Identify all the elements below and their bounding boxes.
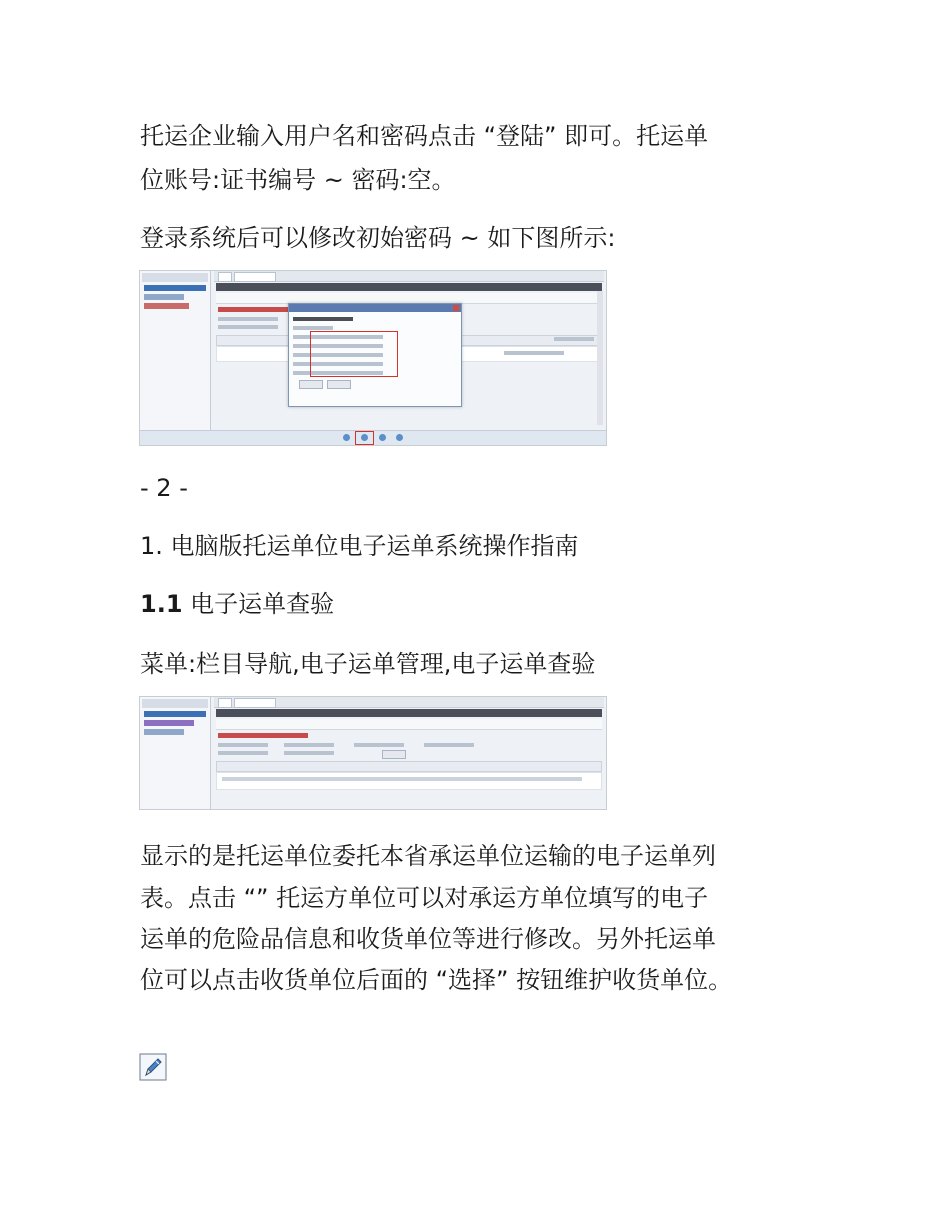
change-password-note: 登录系统后可以修改初始密码 ~ 如下图所示: (140, 224, 616, 252)
section-heading-1-1 (140, 586, 334, 622)
change-password-screenshot (139, 270, 607, 446)
login-instruction-line-1: 托运企业输入用户名和密码点击 “登陆” 即可。托运单 (140, 122, 709, 150)
description-line-4: 位可以点击收货单位后面的 “选择” 按钮维护收货单位。 (140, 966, 733, 994)
section-number: 1.1 (140, 590, 183, 618)
menu-path: 菜单:栏目导航,电子运单管理,电子运单查验 (140, 650, 596, 678)
section-heading-1: 1. 电脑版托运单位电子运单系统操作指南 (140, 532, 579, 560)
login-instruction-line-2: 位账号:证书编号 ~ 密码:空。 (140, 166, 456, 194)
screenshot-bottom-bar (140, 430, 606, 445)
description-line-3: 运单的危险品信息和收货单位等进行修改。另外托运单 (140, 925, 716, 953)
waybill-list-screenshot (139, 696, 607, 810)
screenshot-sidebar (140, 697, 211, 809)
screenshot-main (214, 271, 604, 445)
highlight-box (310, 331, 398, 377)
description-line-1: 显示的是托运单位委托本省承运单位运输的电子运单列 (140, 842, 716, 870)
description-line-2: 表。点击 “” 托运方单位可以对承运方单位填写的电子 (140, 884, 709, 912)
screenshot-main (214, 697, 604, 809)
pencil-edit-icon[interactable] (139, 1053, 167, 1081)
screenshot-sidebar (140, 271, 211, 445)
page-number: - 2 - (140, 474, 188, 502)
section-title: 电子运单查验 (190, 590, 335, 618)
